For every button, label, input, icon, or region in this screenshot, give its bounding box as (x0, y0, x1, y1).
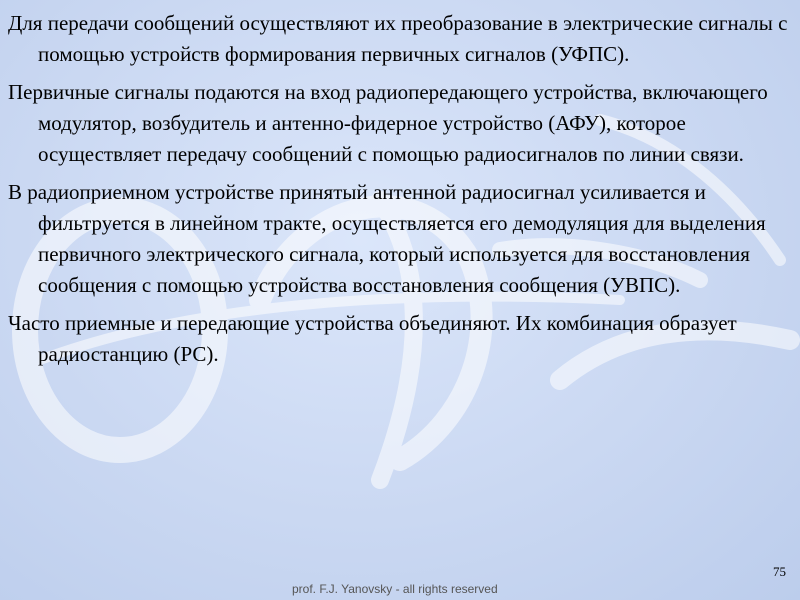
slide-body (8, 8, 788, 377)
copyright-footer: prof. F.J. Yanovsky - all rights reserved (292, 582, 498, 596)
paragraph-2: Первичные сигналы подаются на вход радиопередающего устройства, включающего модулятор, возбудитель и антенно-фидерное устройство (АФУ), которое осуществляет передачу сообщений с помощью радиосигналов по линии связи. (8, 80, 768, 166)
paragraph-1: Для передачи сообщений осуществляют их преобразование в электрические сигналы с помощью устройств формирования первичных сигналов (УФПС). (8, 11, 788, 66)
slide-number: 75 (773, 564, 786, 579)
paragraph-4: Часто приемные и передающие устройства объединяют. Их комбинация образует радиостанцию (РС). (8, 311, 737, 366)
paragraph-3: В радиоприемном устройстве принятый антенной радиосигнал усиливается и фильтруется в линейном тракте, осуществляется его демодуляция для выделения первичного электрического сигнала, который используется для восстановления сообщения с помощью устройства восстановления сообщения (УВПС). (8, 180, 766, 297)
